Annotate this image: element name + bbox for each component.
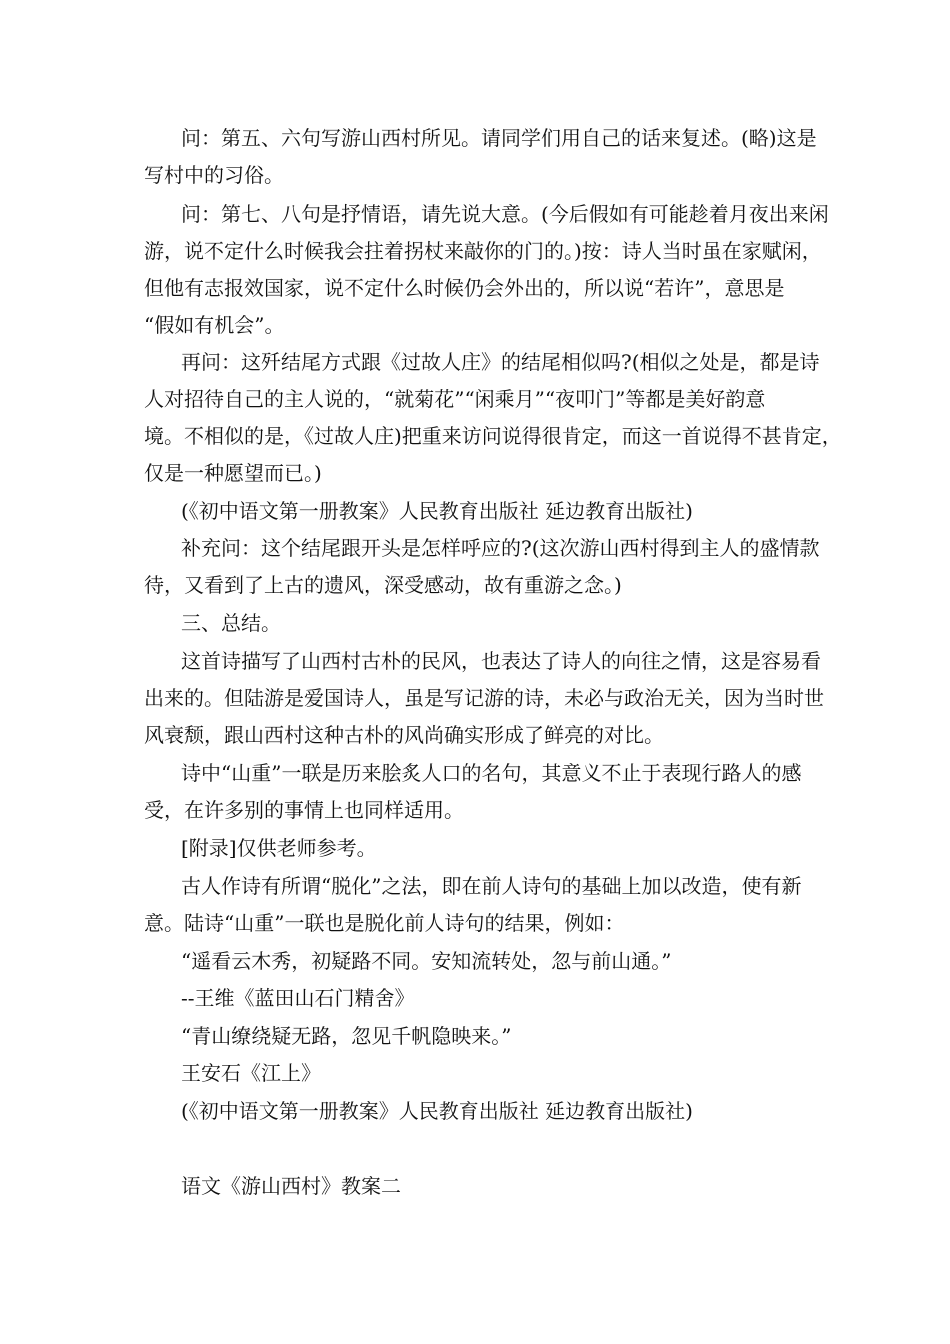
source-citation: (《初中语文第一册教案》人民教育出版社 延边教育出版社) <box>181 1099 693 1123</box>
paragraph-line: 写村中的习俗。 <box>144 163 284 187</box>
paragraph-line: 这首诗描写了山西村古朴的民风，也表达了诗人的向往之情，这是容易看 <box>181 649 821 673</box>
section-heading: 三、总结。 <box>181 611 281 635</box>
poem-attribution: --王维《蓝田山石门精舍》 <box>181 986 415 1010</box>
paragraph-line: 受，在许多别的事情上也同样适用。 <box>144 798 464 822</box>
paragraph-line: 再问：这歼结尾方式跟《过故人庄》的结尾相似吗?(相似之处是，都是诗 <box>181 350 820 374</box>
paragraph-line: 古人作诗有所谓“脱化”之法，即在前人诗句的基础上加以改造，使有新 <box>181 874 802 898</box>
paragraph-line: 问：第五、六句写游山西村所见。请同学们用自己的话来复述。(略)这是 <box>181 126 817 150</box>
paragraph-line: 诗中“山重”一联是历来脍炙人口的名句，其意义不止于表现行路人的感 <box>181 761 802 785</box>
paragraph-line: 待，又看到了上古的遗风，深受感动，故有重游之念。) <box>144 573 622 597</box>
paragraph-line: 游，说不定什么时候我会拄着拐杖来敲你的门的。)按：诗人当时虽在家赋闲， <box>144 239 822 263</box>
paragraph-line: 问：第七、八句是抒情语，请先说大意。(今后假如有可能趁着月夜出来闲 <box>181 202 829 226</box>
paragraph-line: 出来的。但陆游是爱国诗人，虽是写记游的诗，未必与政治无关，因为当时世 <box>144 686 824 710</box>
paragraph-line: 境。不相似的是，《过故人庄)把重来访问说得很肯定，而这一首说得不甚肯定， <box>144 424 842 448</box>
poem-quote: “青山缭绕疑无路，忽见千帆隐映来。” <box>181 1024 512 1048</box>
paragraph-line: 补充问：这个结尾跟开头是怎样呼应的?(这次游山西村得到主人的盛情款 <box>181 536 820 560</box>
paragraph-line: 但他有志报效国家，说不定什么时候仍会外出的，所以说“若许”，意思是 <box>144 276 785 300</box>
paragraph-line: 仅是一种愿望而已。) <box>144 461 322 485</box>
document-title: 语文《游山西村》教案二 <box>181 1174 401 1198</box>
poem-quote: “遥看云木秀，初疑路不同。安知流转处，忽与前山通。” <box>181 949 672 973</box>
source-citation: (《初中语文第一册教案》人民教育出版社 延边教育出版社) <box>181 499 693 523</box>
paragraph-line: “假如有机会”。 <box>144 313 285 337</box>
paragraph-line: 意。陆诗“山重”一联也是脱化前人诗句的结果，例如： <box>144 911 625 935</box>
poem-attribution: 王安石《江上》 <box>181 1061 321 1085</box>
paragraph-line: 风衰颓，跟山西村这种古朴的风尚确实形成了鲜亮的对比。 <box>144 723 664 747</box>
paragraph-line: 人对招待自己的主人说的，“就菊花”“闲乘月”“夜叩门”等都是美好韵意 <box>144 387 766 411</box>
appendix-label: [附录]仅供老师参考。 <box>181 836 377 860</box>
